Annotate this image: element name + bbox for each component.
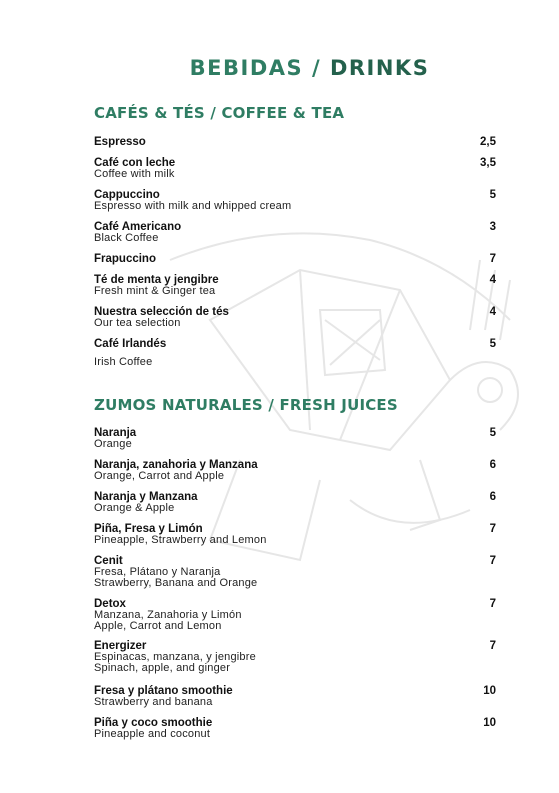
item-name: Piña, Fresa y Limón bbox=[94, 523, 203, 535]
menu-item bbox=[94, 640, 496, 674]
item-description: Orange bbox=[94, 438, 132, 450]
item-description: Fresh mint & Ginger tea bbox=[94, 285, 216, 297]
item-name: Naranja bbox=[94, 427, 137, 439]
menu-item bbox=[94, 338, 496, 368]
section-title-coffee-tea: CAFÉS & TÉS / COFFEE & TEA bbox=[94, 104, 345, 122]
page-title bbox=[0, 56, 559, 80]
item-price: 5 bbox=[489, 338, 496, 350]
item-name: Frapuccino bbox=[94, 253, 156, 265]
item-price: 4 bbox=[489, 306, 496, 318]
section-title-fresh-juices: ZUMOS NATURALES / FRESH JUICES bbox=[94, 396, 398, 414]
item-description-en: Strawberry, Banana and Orange bbox=[94, 577, 258, 589]
item-name: Energizer bbox=[94, 640, 147, 652]
menu-item bbox=[94, 157, 496, 180]
item-description: Orange, Carrot and Apple bbox=[94, 470, 225, 482]
item-price: 7 bbox=[489, 640, 496, 652]
item-name: Té de menta y jengibre bbox=[94, 274, 219, 286]
item-description: Manzana, Zanahoria y Limón bbox=[94, 609, 242, 621]
menu-item bbox=[94, 685, 496, 708]
menu-item bbox=[94, 253, 496, 265]
page-title-es: BEBIDAS bbox=[189, 56, 304, 80]
item-description: Our tea selection bbox=[94, 317, 181, 329]
menu-item bbox=[94, 598, 496, 632]
item-price: 7 bbox=[489, 598, 496, 610]
menu-item bbox=[94, 427, 496, 450]
item-name: Detox bbox=[94, 598, 126, 610]
item-price: 10 bbox=[483, 685, 496, 697]
item-price: 7 bbox=[489, 555, 496, 567]
item-description-en: Spinach, apple, and ginger bbox=[94, 662, 231, 674]
item-price: 2,5 bbox=[480, 136, 496, 148]
item-name: Piña y coco smoothie bbox=[94, 717, 213, 729]
menu-item bbox=[94, 306, 496, 329]
menu-item bbox=[94, 555, 496, 589]
item-price: 6 bbox=[489, 491, 496, 503]
item-description: Orange & Apple bbox=[94, 502, 175, 514]
item-price: 3,5 bbox=[480, 157, 496, 169]
item-name: Café Americano bbox=[94, 221, 182, 233]
item-description: Espinacas, manzana, y jengibre bbox=[94, 651, 256, 663]
item-description-en: Apple, Carrot and Lemon bbox=[94, 620, 222, 632]
menu-item bbox=[94, 717, 496, 740]
item-name: Naranja, zanahoria y Manzana bbox=[94, 459, 258, 471]
page-title-en: DRINKS bbox=[329, 56, 430, 80]
item-name: Café Irlandés bbox=[94, 338, 167, 350]
item-price: 4 bbox=[489, 274, 496, 286]
item-name: Naranja y Manzana bbox=[94, 491, 198, 503]
item-name: Espresso bbox=[94, 136, 146, 148]
menu-item bbox=[94, 274, 496, 297]
item-name: Cappuccino bbox=[94, 189, 160, 201]
item-price: 7 bbox=[489, 523, 496, 535]
item-description: Pineapple, Strawberry and Lemon bbox=[94, 534, 267, 546]
item-description: Black Coffee bbox=[94, 232, 159, 244]
item-price: 5 bbox=[489, 189, 496, 201]
item-description: Fresa, Plátano y Naranja bbox=[94, 566, 221, 578]
item-name: Fresa y plátano smoothie bbox=[94, 685, 233, 697]
item-name: Café con leche bbox=[94, 157, 176, 169]
menu-item bbox=[94, 491, 496, 514]
item-description: Coffee with milk bbox=[94, 168, 175, 180]
menu-item bbox=[94, 136, 496, 148]
item-description: Irish Coffee bbox=[94, 356, 153, 368]
item-price: 10 bbox=[483, 717, 496, 729]
item-name: Nuestra selección de tés bbox=[94, 306, 229, 318]
menu-item bbox=[94, 523, 496, 546]
item-price: 5 bbox=[489, 427, 496, 439]
menu-item bbox=[94, 459, 496, 482]
menu-item bbox=[94, 189, 496, 212]
item-name: Cenit bbox=[94, 555, 123, 567]
menu-item bbox=[94, 221, 496, 244]
page-title-separator: / bbox=[311, 56, 322, 80]
item-description: Strawberry and banana bbox=[94, 696, 213, 708]
item-description: Pineapple and coconut bbox=[94, 728, 211, 740]
item-price: 6 bbox=[489, 459, 496, 471]
item-price: 7 bbox=[489, 253, 496, 265]
item-price: 3 bbox=[489, 221, 496, 233]
item-description: Espresso with milk and whipped cream bbox=[94, 200, 292, 212]
